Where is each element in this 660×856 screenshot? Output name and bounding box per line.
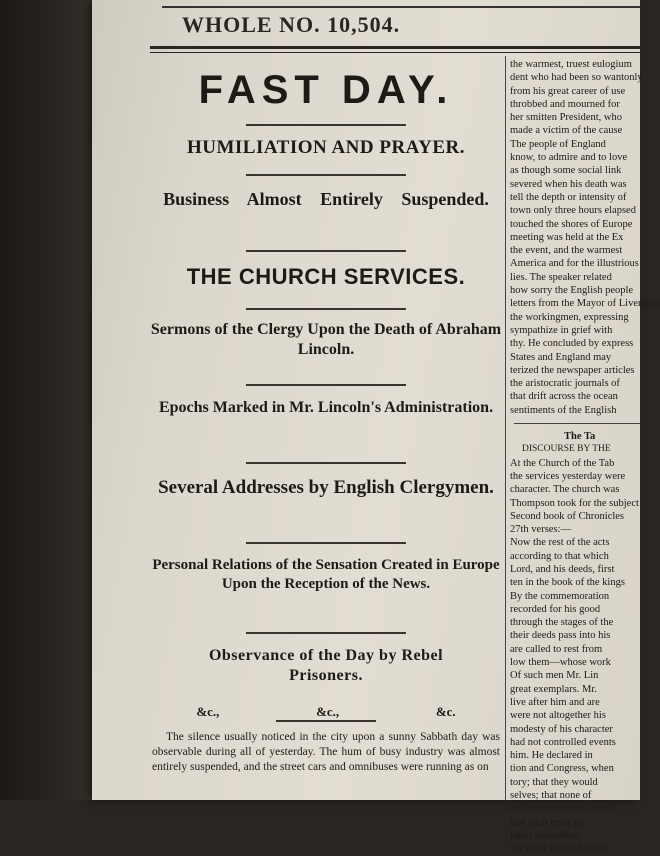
right-column-line: latest generation. bbox=[510, 829, 582, 841]
headline-sermons: Sermons of the Clergy Upon the Death of Abraham Lincoln. bbox=[150, 321, 502, 358]
headline-church-services: THE CHURCH SERVICES. bbox=[186, 264, 466, 289]
right-column-line: are called to rest from bbox=[510, 643, 603, 655]
right-column-line: nificant in station, could bbox=[510, 803, 613, 815]
right-column-line: meeting was held at the Ex bbox=[510, 231, 624, 243]
right-column-line: States and England may bbox=[510, 351, 612, 363]
main-column bbox=[148, 58, 504, 800]
etcetera-line bbox=[148, 704, 504, 720]
headline-personal-relations: Personal Relations of the Sensation Created in Europe Upon the Reception of the News. bbox=[152, 557, 500, 592]
right-column-line: dent who had been so wantonly bbox=[510, 72, 643, 84]
right-column-line: thy. He concluded by express bbox=[510, 338, 634, 350]
top-rule bbox=[162, 6, 640, 8]
right-column-bottom-text bbox=[510, 457, 648, 856]
right-column-section-head: The Ta bbox=[564, 431, 596, 443]
right-column-line: 27th verses:— bbox=[510, 524, 571, 536]
right-column-line: him. He declared in bbox=[510, 750, 593, 762]
headline-separator bbox=[246, 542, 406, 544]
right-column-line: character. The church was bbox=[510, 484, 620, 496]
headline-epochs: Epochs Marked in Mr. Lincoln's Administration. bbox=[158, 399, 494, 416]
right-column-line: great exemplars. Mr. bbox=[510, 683, 597, 695]
right-column-top-text bbox=[510, 58, 660, 417]
headline-separator bbox=[246, 174, 406, 176]
headline-separator bbox=[246, 632, 406, 634]
right-column-line: tory; that they would bbox=[510, 776, 598, 788]
headline-separator bbox=[276, 720, 376, 722]
right-column-line: Of such men Mr. Lin bbox=[510, 670, 599, 682]
right-column-section-sub: DISCOURSE BY THE bbox=[522, 444, 611, 455]
right-column-line: the warmest, truest eulogium bbox=[510, 59, 632, 70]
right-column-line: letters from the Mayor of Liverpool bbox=[510, 298, 660, 310]
right-column-line: Lord, and his deeds, first bbox=[510, 563, 615, 575]
right-column-line: throbbed and mourned for bbox=[510, 98, 620, 110]
right-column-line: we work for the Union bbox=[510, 843, 606, 855]
right-column-line: America and for the illustrious bbox=[510, 258, 639, 270]
right-column-line: were not altogether his bbox=[510, 710, 606, 722]
right-column-line: low them—whose work bbox=[510, 657, 611, 669]
column-divider bbox=[505, 56, 506, 800]
issue-number: WHOLE NO. 10,504. bbox=[182, 12, 401, 37]
right-column-line: the workingmen, expressing bbox=[510, 311, 629, 323]
right-column-line: lies. The speaker related bbox=[510, 271, 612, 283]
headline-separator bbox=[246, 124, 406, 126]
right-column-line: as though some social link bbox=[510, 165, 622, 177]
right-column-line: Now the rest of the acts bbox=[510, 537, 610, 549]
right-column-line: recorded for his good bbox=[510, 603, 601, 615]
headline-observance-text: Observance of the Day by Rebel bbox=[208, 647, 444, 664]
right-column-line: that drift across the ocean bbox=[510, 391, 618, 403]
right-column-line: selves; that none of bbox=[510, 790, 592, 802]
right-column-line: the services yesterday were bbox=[510, 470, 626, 482]
right-column-rule bbox=[514, 423, 640, 424]
right-column-line: At the Church of the Tab bbox=[510, 457, 615, 469]
headline-business: Business Almost Entirely Suspended. bbox=[163, 189, 489, 209]
headline-separator bbox=[246, 308, 406, 310]
right-column-line: tell the depth or intensity of bbox=[510, 191, 627, 203]
headline-separator bbox=[246, 250, 406, 252]
right-column-line: terized the newspaper articles bbox=[510, 364, 635, 376]
right-column-line: live after him and are bbox=[510, 696, 600, 708]
headline-separator bbox=[246, 462, 406, 464]
right-column-line: know, to admire and to love bbox=[510, 152, 628, 164]
headline-addresses: Several Addresses by English Clergymen. bbox=[158, 477, 494, 498]
right-column-line: modesty of his character bbox=[510, 723, 613, 735]
right-column-line: Thompson took for the subject bbox=[510, 497, 639, 509]
headline-prisoners-text: Prisoners. bbox=[289, 667, 363, 684]
right-column-line: severed when his death was bbox=[510, 178, 627, 190]
dark-background-edge bbox=[0, 0, 100, 800]
right-column bbox=[510, 58, 660, 855]
right-column-line: town only three hours elapsed bbox=[510, 205, 636, 217]
newspaper-page bbox=[92, 0, 660, 855]
headline-humiliation: HUMILIATION AND PRAYER. bbox=[186, 137, 466, 158]
right-column-line: their deeds pass into his bbox=[510, 630, 611, 642]
right-column-line: sentiments of the English bbox=[510, 404, 617, 416]
right-column-line: the aristocratic journals of bbox=[510, 378, 620, 390]
right-column-line: made a victim of the cause bbox=[510, 125, 623, 137]
right-column-line: from his great career of use bbox=[510, 85, 626, 97]
right-column-line: according to that which bbox=[510, 550, 609, 562]
right-column-line: Second book of Chronicles bbox=[510, 510, 625, 522]
right-column-line: through the stages of the bbox=[510, 617, 614, 629]
etc-mark: &c., bbox=[196, 704, 220, 719]
masthead-rule-thin bbox=[150, 52, 640, 53]
etc-mark: &c. bbox=[435, 704, 456, 719]
headline-separator bbox=[246, 384, 406, 386]
right-column-line: sympathize in grief with bbox=[510, 324, 613, 336]
masthead-rule-thick bbox=[150, 46, 640, 49]
article-body: The silence usually noticed in the city upon a sunny Sabbath day was observable during all of yesterday. The hum of busy industry was almost entirely suspended, and the street cars and omnibuses were running as on bbox=[152, 731, 500, 773]
right-column-line: her smitten President, who bbox=[510, 112, 622, 124]
right-column-line: had not controlled events bbox=[510, 736, 616, 748]
right-column-line: By the commemoration bbox=[510, 590, 610, 602]
right-column-line: the event, and the warmest bbox=[510, 245, 623, 257]
right-column-line: ten in the book of the kings bbox=[510, 577, 625, 589]
right-column-line: tion and Congress, when bbox=[510, 763, 614, 775]
headline-observance bbox=[148, 646, 504, 686]
right-column-line: The people of England bbox=[510, 138, 606, 150]
right-column-line: touched the shores of Europe bbox=[510, 218, 633, 230]
etc-mark: &c., bbox=[316, 704, 340, 719]
right-column-line: that each must go bbox=[510, 816, 584, 828]
headline-fast-day: FAST DAY. bbox=[198, 68, 454, 112]
right-column-line: how sorry the English people bbox=[510, 285, 634, 297]
